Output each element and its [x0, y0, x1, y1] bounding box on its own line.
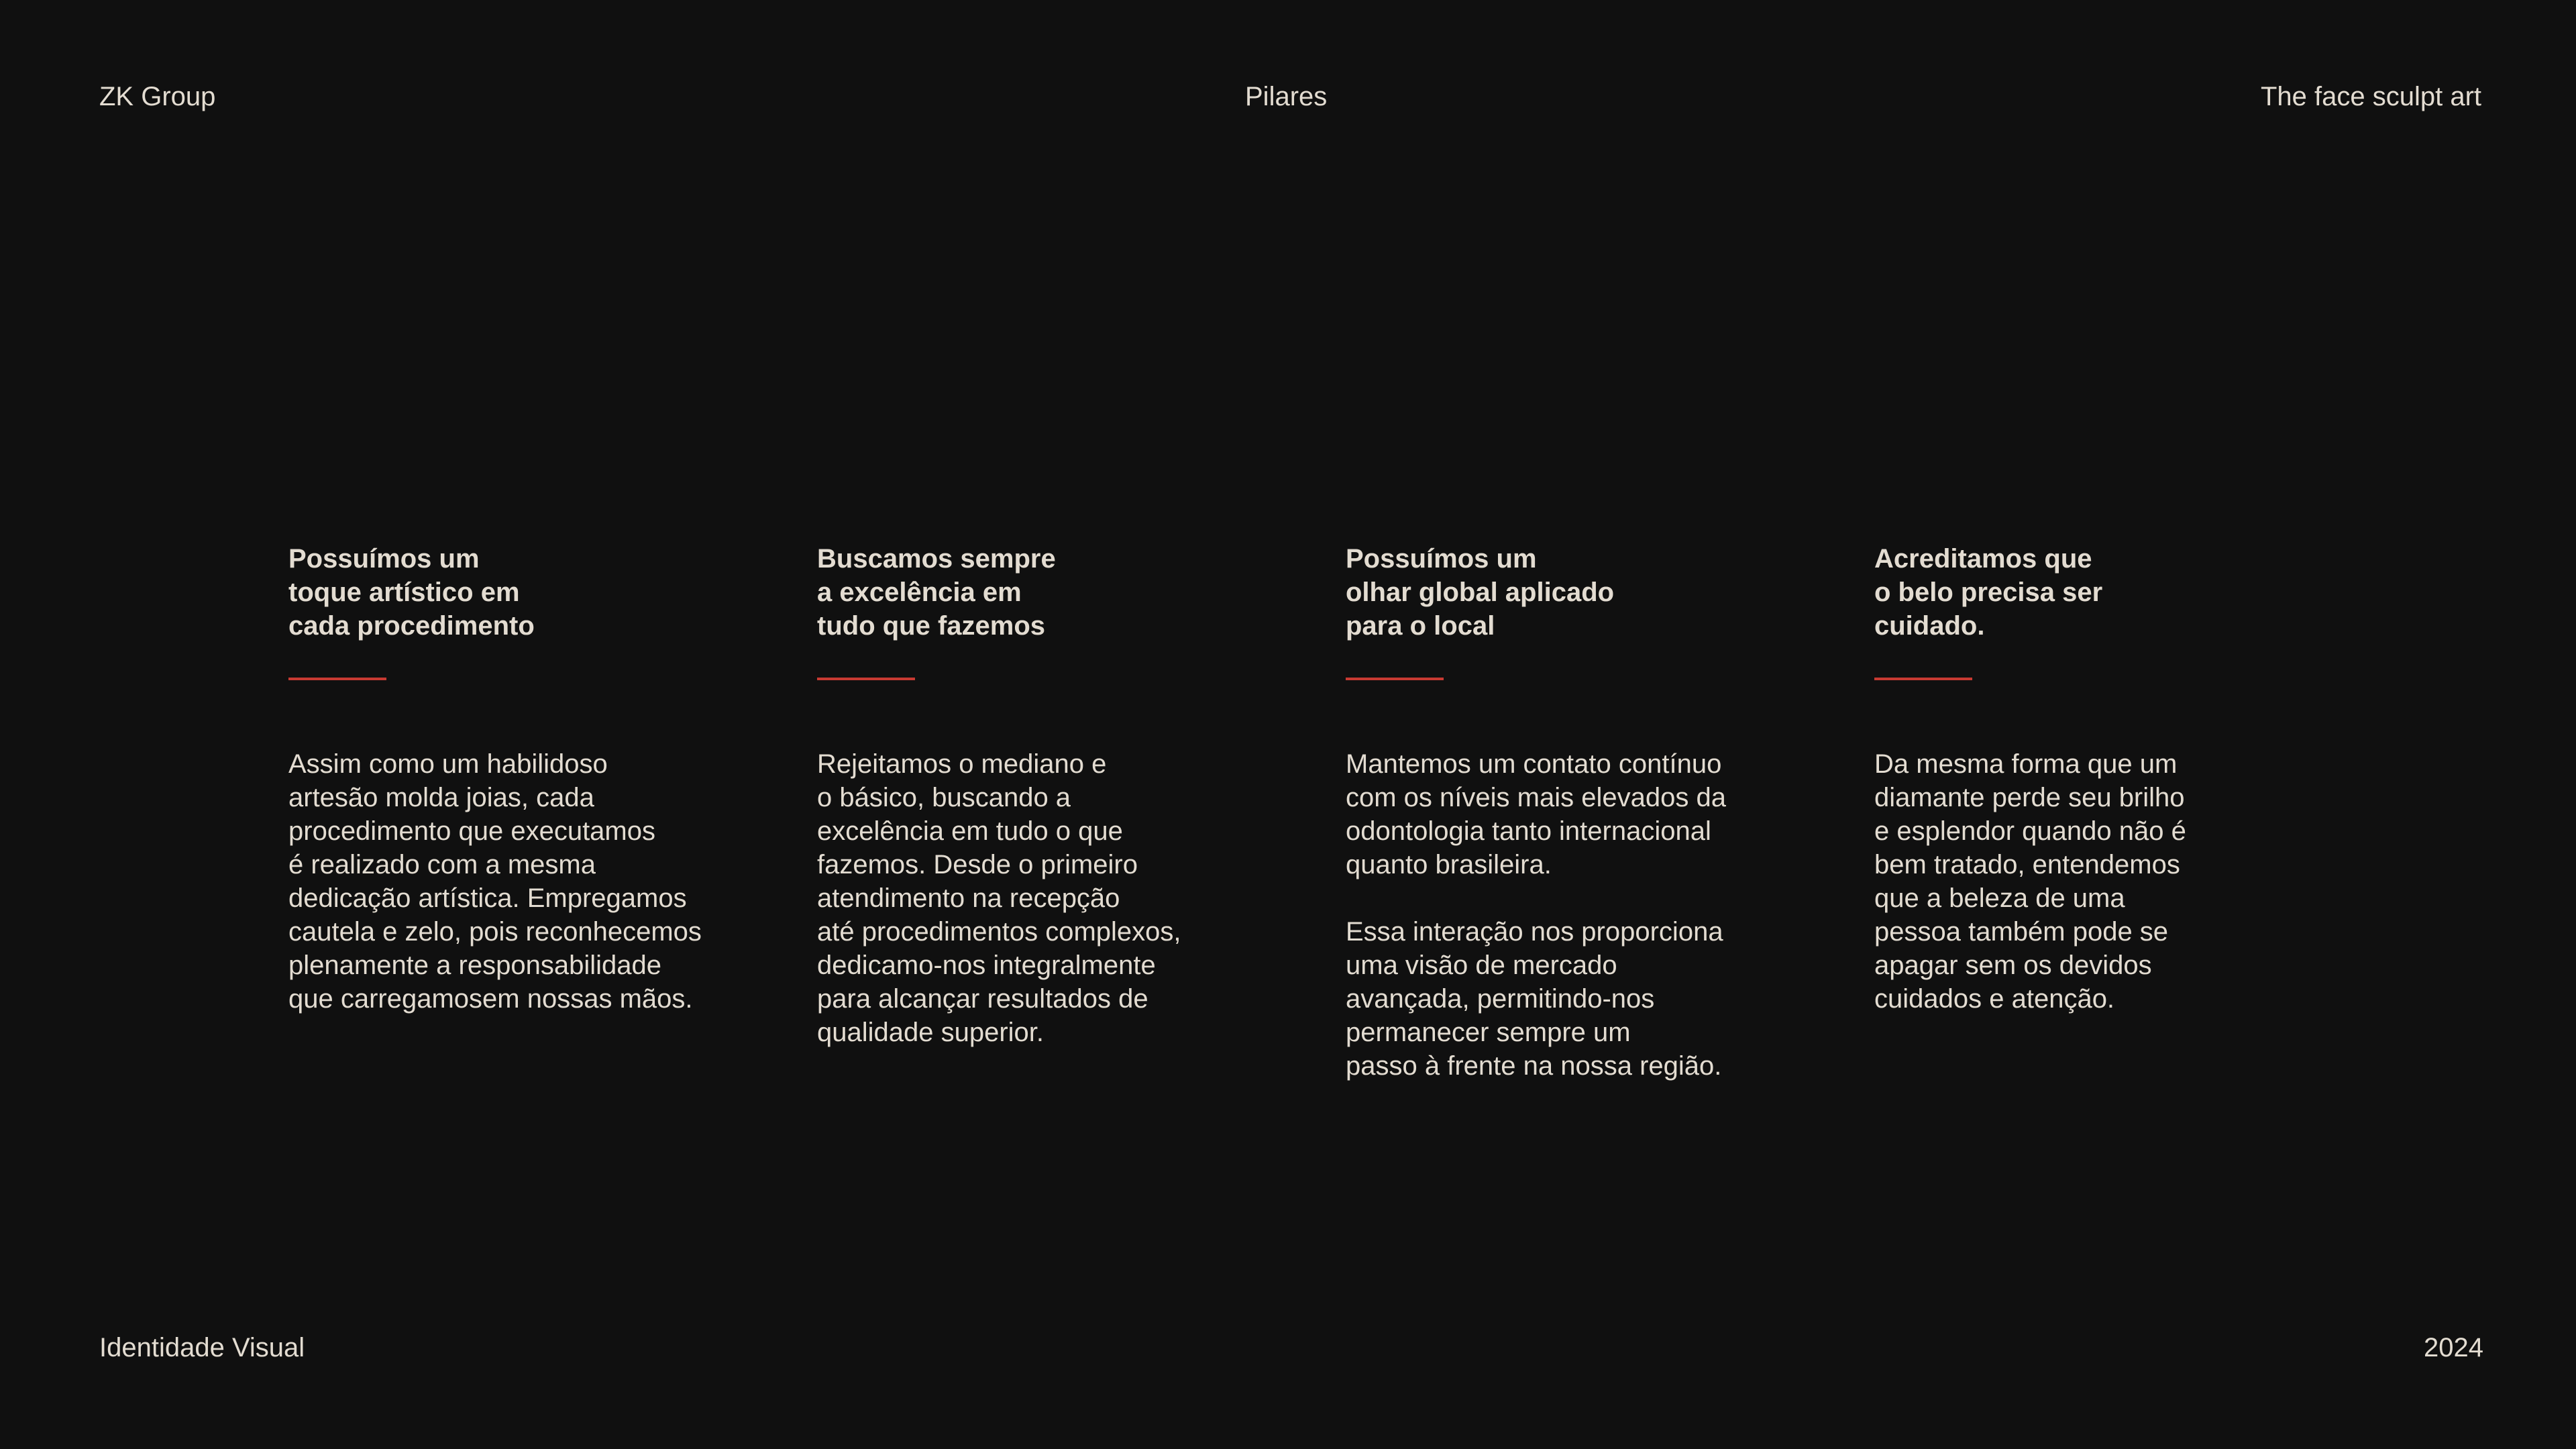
pillar-body: Mantemos um contato contínuo com os níveis mais elevados da odontologia tanto internacional quanto brasileira. Essa interação nos proporciona uma visão de mercado avançada, permitindo-nos permanecer sempre um passo à frente na nossa região.	[1346, 749, 1726, 1081]
pillar-heading: Possuímos um olhar global aplicado para o local	[1346, 544, 1615, 641]
pillar-heading: Acreditamos que o belo precisa ser cuidado.	[1874, 544, 2103, 641]
pillar-3	[1346, 542, 1842, 1083]
footer-label: Identidade Visual	[99, 1333, 305, 1362]
pillar-heading: Possuímos um toque artístico em cada procedimento	[288, 544, 535, 641]
pillar-body: Da mesma forma que um diamante perde seu brilho e esplendor quando não é bem tratado, entendemos que a beleza de uma pessoa também pode se apagar sem os devidos cuidados e atenção.	[1874, 749, 2186, 1014]
tagline: The face sculpt art	[2260, 82, 2481, 111]
pillar-1	[288, 542, 785, 1016]
accent-divider	[1874, 678, 1972, 680]
pillar-2	[817, 542, 1313, 1049]
pillar-heading: Buscamos sempre a excelência em tudo que fazemos	[817, 544, 1056, 641]
footer-year: 2024	[2424, 1333, 2483, 1362]
pillar-4	[1874, 542, 2371, 1016]
pillar-body: Assim como um habilidoso artesão molda joias, cada procedimento que executamos é realizado com a mesma dedicação artística. Empregamos cautela e zelo, pois reconhecemos plenamente a responsabilidade que carregamosem nossas mãos.	[288, 749, 702, 1014]
accent-divider	[288, 678, 386, 680]
section-title: Pilares	[1245, 82, 1328, 111]
accent-divider	[1346, 678, 1444, 680]
brand-name: ZK Group	[99, 82, 216, 111]
pillar-body: Rejeitamos o mediano e o básico, buscando a excelência em tudo o que fazemos. Desde o primeiro atendimento na recepção até procedimentos complexos, dedicamo-nos integralmente para alcançar resultados de qualidade superior.	[817, 749, 1181, 1047]
accent-divider	[817, 678, 915, 680]
